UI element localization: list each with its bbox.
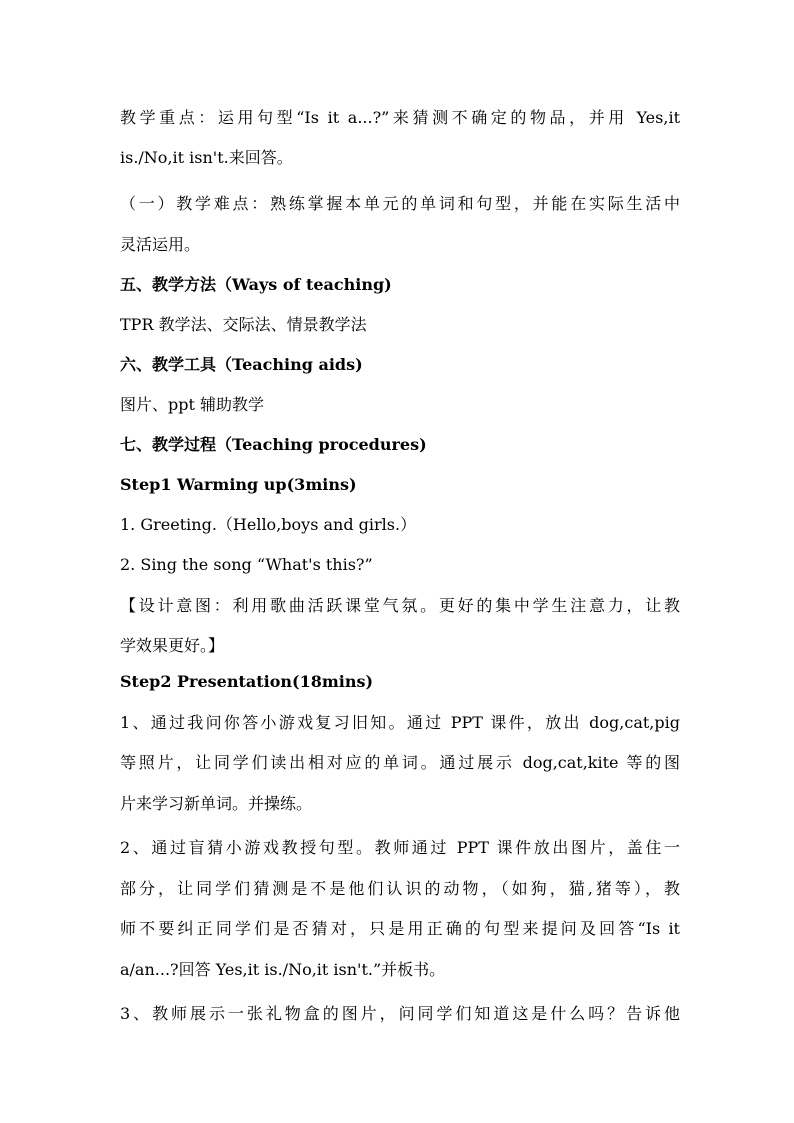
- heading-teaching-procedures: 七、教学过程（Teaching procedures): [120, 435, 427, 454]
- step2-item2-line-3: 师不要纠正同学们是否猜对，只是用正确的句型来提问及回答“Is it: [120, 919, 680, 938]
- text-teaching-methods: TPR 教学法、交际法、情景教学法: [120, 315, 367, 334]
- heading-teaching-aids: 六、教学工具（Teaching aids): [120, 355, 363, 374]
- paragraph-key-point-line-1: 教学重点：运用句型“Is it a...?”来猜测不确定的物品，并用 Yes,it: [120, 108, 680, 127]
- step1-item-greeting: 1. Greeting.（Hello,boys and girls.）: [120, 515, 417, 534]
- design-intent-line-2: 学效果更好。】: [120, 636, 225, 655]
- step2-item2-line-1: 2、通过盲猜小游戏教授句型。教师通过 PPT 课件放出图片，盖住一: [120, 838, 680, 857]
- step2-item1-line-2: 等照片，让同学们读出相对应的单词。通过展示 dog,cat,kite 等的图: [120, 753, 680, 772]
- heading-step2: Step2 Presentation(18mins): [120, 672, 374, 691]
- paragraph-difficulty-line-2: 灵活运用。: [120, 235, 201, 254]
- step2-item1-line-1: 1、通过我问你答小游戏复习旧知。通过 PPT 课件，放出 dog,cat,pig: [120, 713, 680, 732]
- text-teaching-aids: 图片、ppt 辅助教学: [120, 395, 265, 414]
- step2-item2-line-2: 部分，让同学们猜测是不是他们认识的动物，（如狗，猫,猪等），教: [120, 879, 680, 898]
- heading-step1: Step1 Warming up(3mins): [120, 475, 357, 494]
- design-intent-line-1: 【设计意图：利用歌曲活跃课堂气氛。更好的集中学生注意力，让教: [120, 596, 680, 615]
- step2-item1-line-3: 片来学习新单词。并操练。: [120, 794, 313, 813]
- step2-item2-line-4: a/an...?回答 Yes,it is./No,it isn't.”并板书。: [120, 960, 446, 979]
- paragraph-key-point-line-2: is./No,it isn't.来回答。: [120, 148, 293, 167]
- step2-item3-line-1: 3、教师展示一张礼物盒的图片，问同学们知道这是什么吗？告诉他: [120, 1004, 680, 1023]
- paragraph-difficulty-line-1: （一）教学难点：熟练掌握本单元的单词和句型，并能在实际生活中: [120, 194, 680, 213]
- step1-item-song: 2. Sing the song “What's this?”: [120, 555, 373, 574]
- heading-teaching-methods: 五、教学方法（Ways of teaching): [120, 275, 392, 294]
